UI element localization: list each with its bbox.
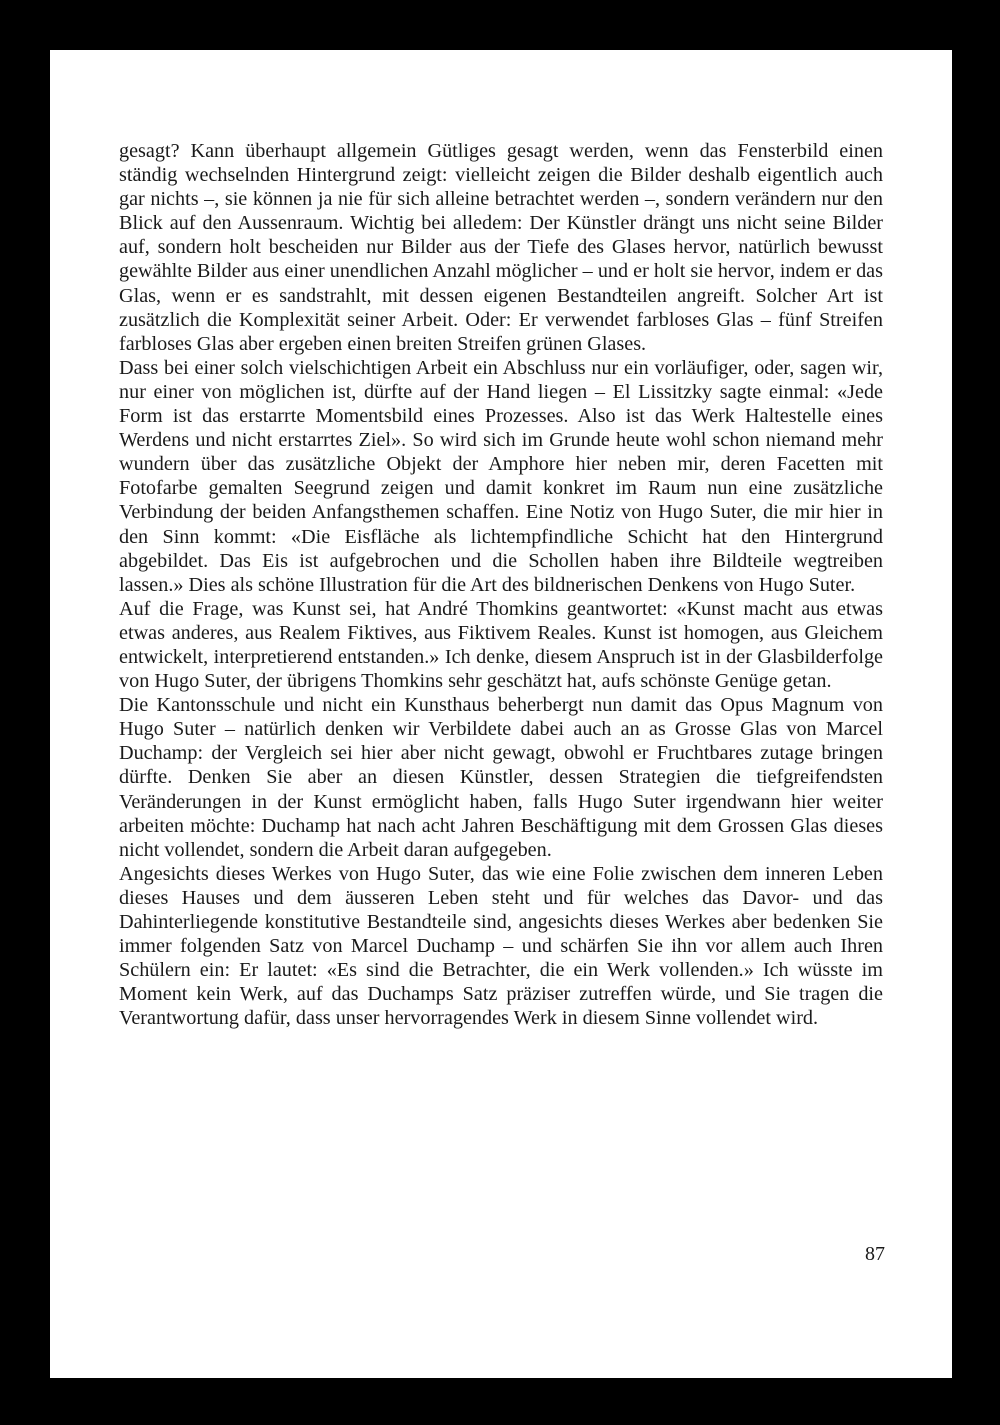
document-page bbox=[50, 50, 952, 1378]
paragraph-5: Angesichts dieses Werkes von Hugo Suter, das wie eine Folie zwischen dem inneren Leben dieses Hauses und dem äusseren Leben steht und für welches das Davor- und das Dahinterliegende konstitutive Bestandteile sind, angesichts dieses Werkes aber bedenken Sie immer folgenden Satz von Marcel Duchamp – und schärfen Sie ihn vor allem auch Ihren Schülern ein: Er lautet: «Es sind die Betrachter, die ein Werk vollenden.» Ich wüsste im Moment kein Werk, auf das Duchamps Satz präziser zutreffen würde, und Sie tragen die Verantwortung dafür, dass unser hervorragendes Werk in diesem Sinne vollendet wird. bbox=[119, 862, 883, 1030]
paragraph-3: Auf die Frage, was Kunst sei, hat André Thomkins geantwortet: «Kunst macht aus etwas etwas anderes, aus Realem Fiktives, aus Fiktivem Reales. Kunst ist homogen, aus Gleichem entwickelt, interpretierend entstanden.» Ich denke, diesem Anspruch ist in der Glasbilderfolge von Hugo Suter, der übrigens Thomkins sehr geschätzt hat, aufs schönste Genüge getan. bbox=[119, 597, 883, 693]
paragraph-2: Dass bei einer solch vielschichtigen Arbeit ein Abschluss nur ein vorläufiger, oder, sagen wir, nur einer von möglichen ist, dürfte auf der Hand liegen – El Lissitzky sagte einmal: «Jede Form ist das erstarrte Momentsbild eines Prozesses. Also ist das Werk Haltestelle eines Werdens und nicht erstarrtes Ziel». So wird sich im Grunde heute wohl schon niemand mehr wundern über das zusätzliche Objekt der Amphore hier neben mir, deren Facetten mit Fotofarbe gemalten Seegrund zeigen und damit konkret im Raum nun eine zusätzliche Verbindung der beiden Anfangsthemen schaffen. Eine Notiz von Hugo Suter, die mir hier in den Sinn kommt: «Die Eisfläche als lichtempfindliche Schicht hat den Hintergrund abgebildet. Das Eis ist aufgebrochen und die Schollen haben ihre Bildteile wegtreiben lassen.» Dies als schöne Illustration für die Art des bildnerischen Denkens von Hugo Suter. bbox=[119, 356, 883, 596]
paragraph-1: gesagt? Kann überhaupt allgemein Gütliges gesagt werden, wenn das Fensterbild einen ständig wechselnden Hintergrund zeigt: vielleicht zeigen die Bilder deshalb eigentlich auch gar nichts –, sie können ja nie für sich alleine betrachtet werden –, sondern verändern nur den Blick auf den Aussenraum. Wichtig bei alledem: Der Künstler drängt uns nicht seine Bilder auf, sondern holt bescheiden nur Bilder aus der Tiefe des Glases hervor, natürlich bewusst gewählte Bilder aus einer unendlichen Anzahl möglicher – und er holt sie hervor, indem er das Glas, wenn er es sandstrahlt, mit dessen eigenen Bestandteilen angreift. Solcher Art ist zusätzlich die Komplexität seiner Arbeit. Oder: Er verwendet farbloses Glas – fünf Streifen farbloses Glas aber ergeben einen breiten Streifen grünen Glases. bbox=[119, 140, 883, 355]
body-text bbox=[119, 139, 883, 1030]
paragraph-4: Die Kantonsschule und nicht ein Kunsthaus beherbergt nun damit das Opus Magnum von Hugo Suter – natürlich denken wir Verbildete dabei auch an as Grosse Glas von Marcel Duchamp: der Vergleich sei hier aber nicht gewagt, obwohl er Fruchtbares zutage bringen dürfte. Denken Sie aber an diesen Künstler, dessen Strategien die tiefgreifendsten Veränderungen in der Kunst ermöglicht haben, falls Hugo Suter irgendwann hier weiter arbeiten möchte: Duchamp hat nach acht Jahren Beschäftigung mit dem Grossen Glas dieses nicht vollendet, sondern die Arbeit daran aufgegeben. bbox=[119, 694, 883, 861]
page-number: 87 bbox=[865, 1243, 885, 1265]
